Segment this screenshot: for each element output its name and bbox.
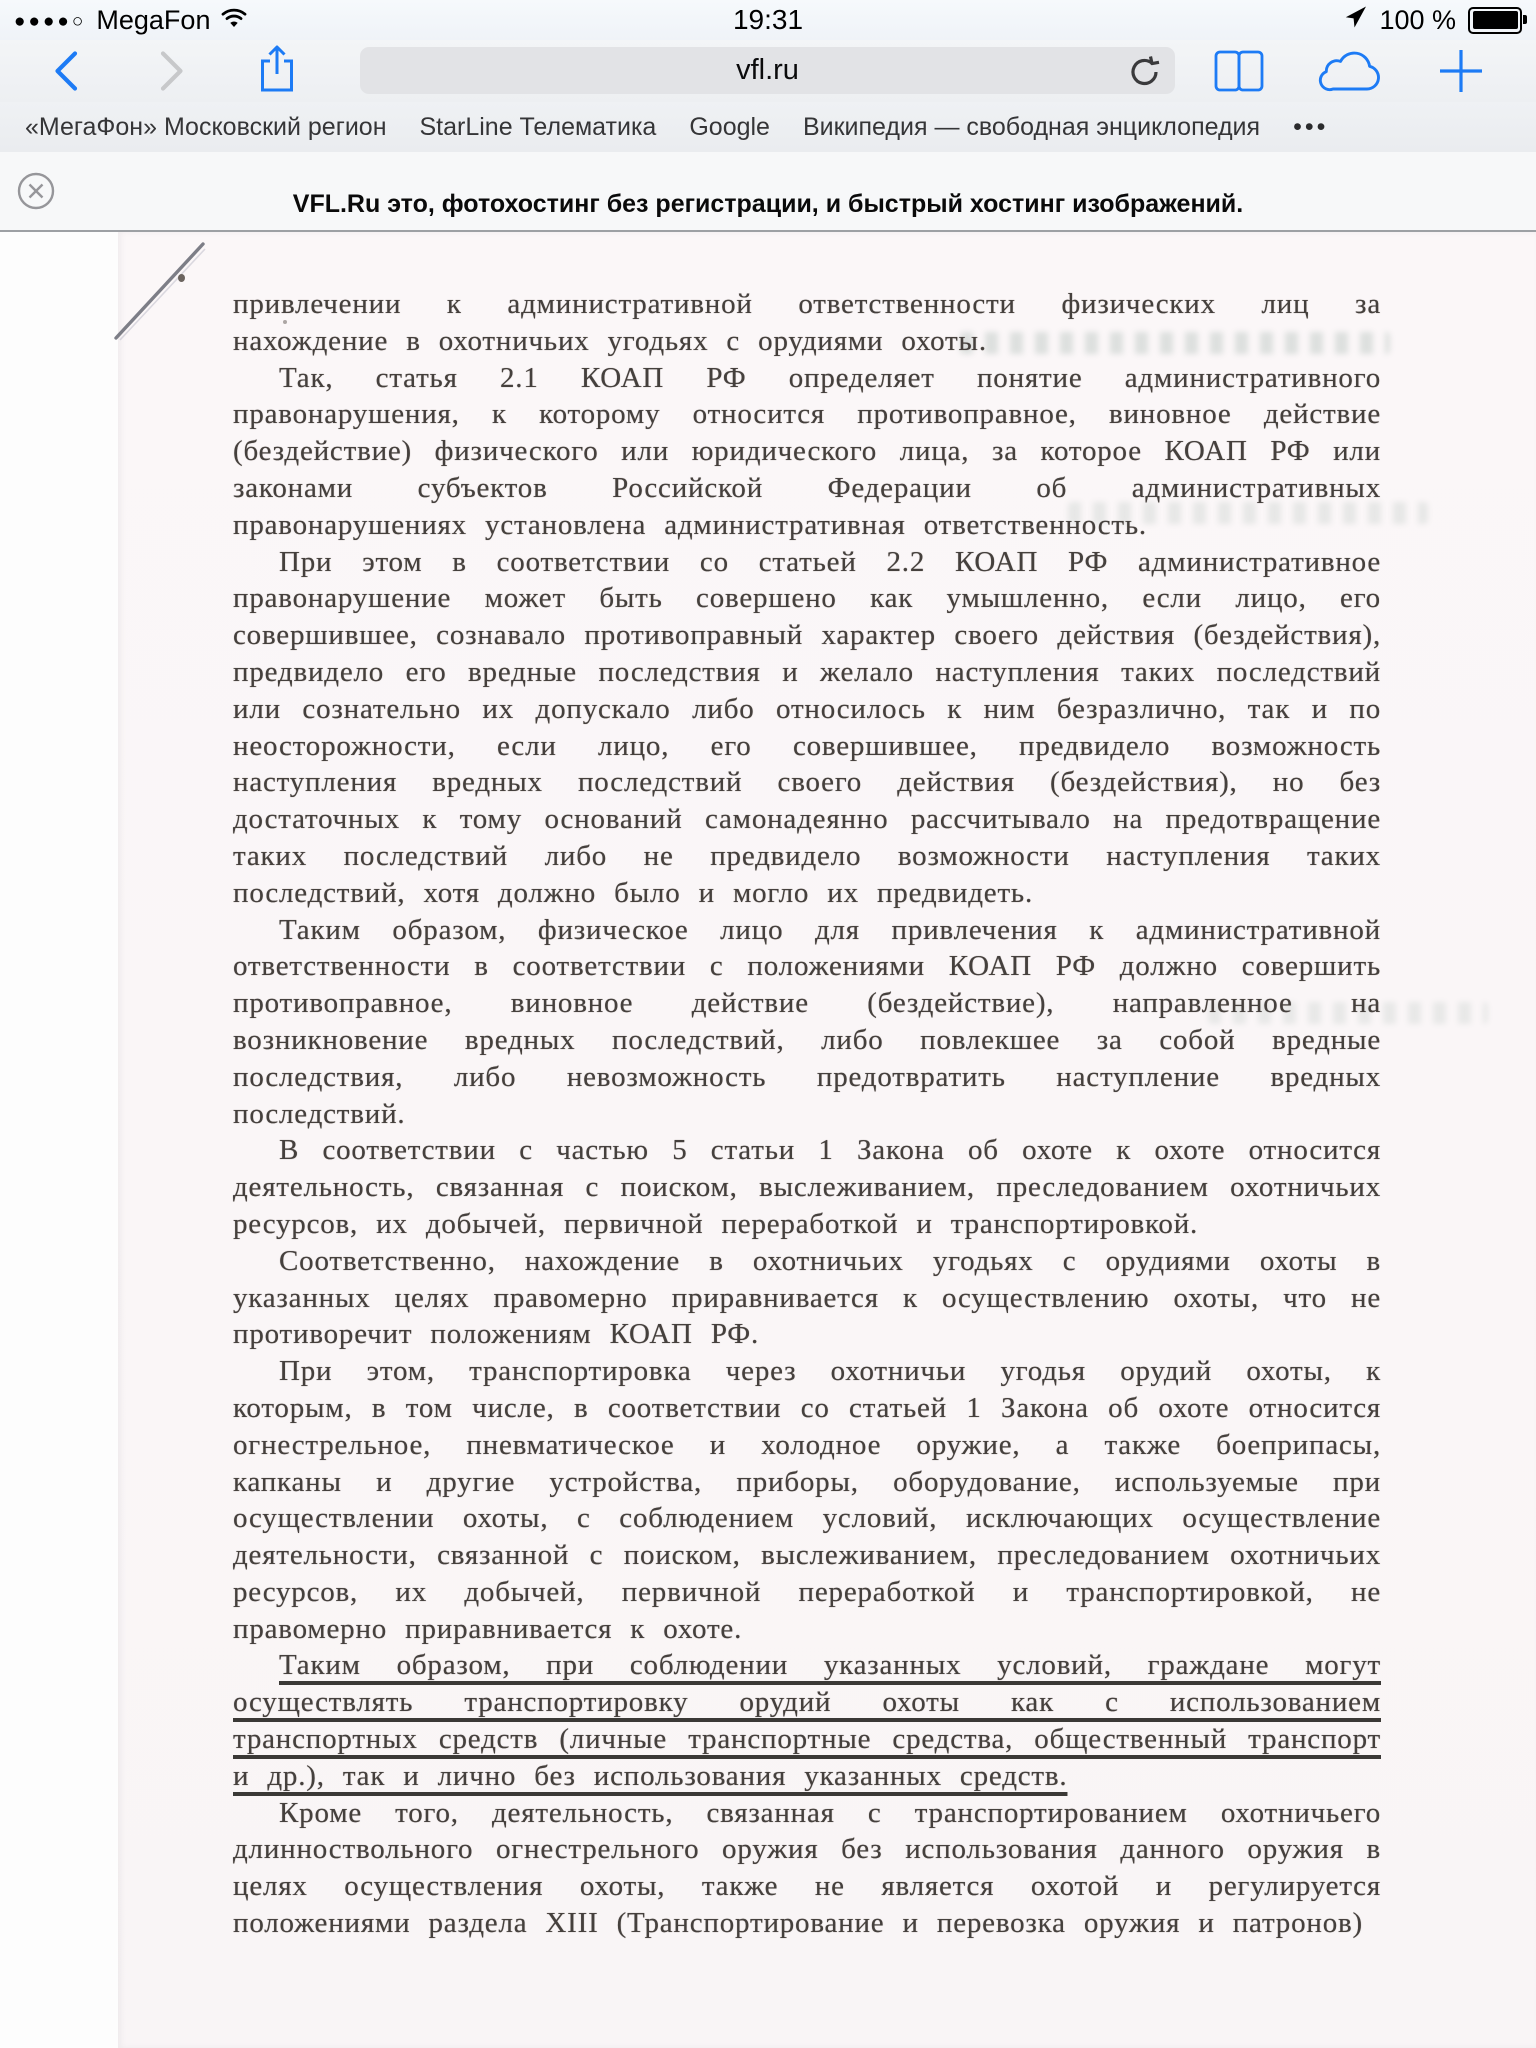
scanned-document: [118, 232, 1536, 2048]
scan-speck: [178, 274, 185, 282]
bookmark-item[interactable]: «МегаФон» Московский регион: [25, 112, 387, 141]
battery-percent-label: 100 %: [1379, 4, 1456, 35]
document-paragraph: Таким образом, физическое лицо для привлечения к административной ответственности в соответствии с положениями КОАП РФ должно совершить противоправное, виновное действие (бездействие), направленное на возникновение вредных последствий, либо повлекшее за собой вредные последствия, либо невозможность предотвратить наступление вредных последствий.: [233, 913, 1381, 1130]
underlined-passage: Таким образом, при соблюдении указанных условий, граждане могут осуществлять транспортировку орудий охоты как с использованием транспортных средств (личные транспортные средства, общественный транспорт и др.), так и лично без использования указанных средств.: [233, 1649, 1381, 1792]
cell-signal-icon: ●●●●○: [14, 10, 87, 32]
document-paragraph: привлечении к административной ответственности физических лиц за нахождение в охотничьих угодьях с орудиями охоты.: [233, 288, 1381, 357]
document-paragraph: В соответствии с частью 5 статьи 1 Закона об охоте к охоте относится деятельность, связанная с поиском, выслеживанием, преследованием охотничьих ресурсов, их добычей, первичной переработкой и транспортировкой.: [233, 1134, 1381, 1240]
clock: 19:31: [732, 4, 804, 35]
status-bar: [0, 0, 1536, 40]
back-button[interactable]: [52, 50, 80, 92]
banner-text: VFL.Ru это, фотохостинг без регистрации, и быстрый хостинг изображений.: [292, 189, 1244, 218]
bookmark-item[interactable]: StarLine Телематика: [419, 112, 657, 141]
document-text-block: [233, 286, 1381, 1942]
favorites-bar: [0, 102, 1536, 152]
document-paragraph: [233, 1647, 1381, 1794]
document-paragraph: Кроме того, деятельность, связанная с транспортированием охотничьего длинноствольного огнестрельного оружия без использования данного оружия в целях осуществления охоты, также не является охотой и регулируется положениями раздела XIII (Транспортирование и перевозка оружия и патронов): [233, 1796, 1381, 1940]
bookmark-item[interactable]: Google: [689, 112, 770, 141]
url-text: vfl.ru: [736, 54, 799, 86]
document-paragraph: Так, статья 2.1 КОАП РФ определяет понятие административного правонарушения, к которому относится противоправное, виновное действие (бездействие) физического или юридического лица, за которое КОАП РФ или законами субъектов Российской Федерации об административных правонарушениях установлена административная ответственность.: [233, 361, 1381, 541]
cloud-icon[interactable]: [1318, 49, 1384, 93]
address-bar[interactable]: [360, 47, 1175, 94]
share-icon[interactable]: [258, 44, 296, 94]
close-icon[interactable]: [16, 171, 56, 211]
document-paragraph: При этом в соответствии со статьей 2.2 КОАП РФ административное правонарушение может быть совершено как умышленно, если лицо, его совершившее, сознавало противоправный характер своего действия (бездействия), предвидело его вредные последствия и желало наступления таких последствий или сознательно их допускало либо относилось к ним безразлично, так и по неосторожности, если лицо, его совершившее, предвидело возможность наступления вредных последствий своего действия (бездействия), но без достаточных к тому оснований самонадеянно рассчитывало на предотвращение таких последствий либо не предвидело возможности наступления таких последствий, хотя должно было и могло их предвидеть.: [233, 545, 1381, 909]
battery-icon: [1468, 7, 1522, 34]
browser-toolbar: [0, 40, 1536, 102]
favorites-more-button[interactable]: •••: [1293, 112, 1329, 141]
forward-button[interactable]: [158, 50, 186, 92]
reload-icon[interactable]: [1129, 54, 1161, 88]
new-tab-plus-icon[interactable]: [1438, 48, 1484, 94]
page-content: [0, 232, 1536, 2048]
vfl-banner: [0, 152, 1536, 232]
bookmark-item[interactable]: Википедия — свободная энциклопедия: [802, 112, 1261, 141]
carrier-label: MegaFon: [96, 4, 211, 35]
paper-crease: [84, 236, 214, 356]
document-paragraph: При этом, транспортировка через охотничьи угодья орудий охоты, к которым, в том числе, в соответствии со статьей 1 Закона об охоте относится огнестрельное, пневматическое и холодное оружие, а также боеприпасы, капканы и другие устройства, приборы, оборудование, используемые при осуществлении охоты, с соблюдением условий, исключающих осуществление деятельности, связанной с поиском, выслеживанием, преследованием охотничьих ресурсов, их добычей, первичной переработкой и транспортировкой, не правомерно приравнивается к охоте.: [233, 1355, 1381, 1645]
document-paragraph: Соответственно, нахождение в охотничьих угодьях с орудиями охоты в указанных целях правомерно приравнивается к осуществлению охоты, что не противоречит положениям КОАП РФ.: [233, 1244, 1381, 1351]
bookmarks-book-icon[interactable]: [1212, 49, 1266, 93]
